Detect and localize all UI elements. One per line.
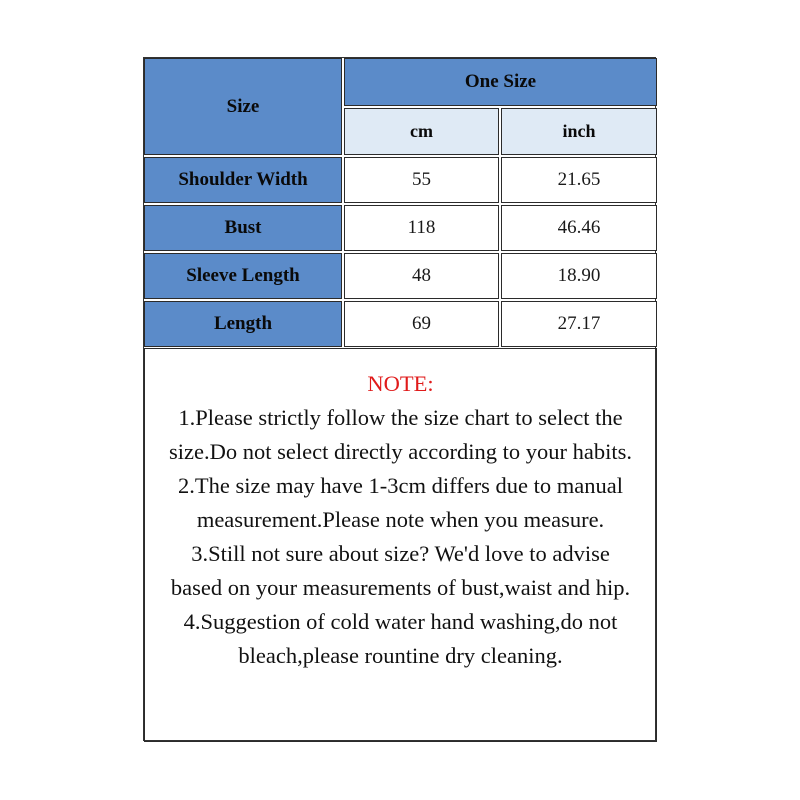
inch-value-cell bbox=[501, 205, 657, 251]
cm-value-cell bbox=[344, 301, 499, 347]
inch-value: 46.46 bbox=[557, 217, 601, 238]
size-chart bbox=[143, 57, 656, 741]
cm-value-cell bbox=[344, 205, 499, 251]
inch-value-cell bbox=[501, 157, 657, 203]
row-label: Sleeve Length bbox=[186, 265, 300, 286]
cm-unit-header-cell bbox=[344, 108, 499, 155]
inch-value-cell bbox=[501, 253, 657, 299]
cm-value: 69 bbox=[412, 313, 431, 334]
row-label: Length bbox=[213, 313, 273, 334]
size-header-cell bbox=[144, 58, 342, 155]
row-label-cell bbox=[144, 205, 342, 251]
note-box bbox=[144, 348, 657, 742]
note-title: NOTE: bbox=[367, 371, 434, 396]
note-item: 4.Suggestion of cold water hand washing,do not bleach,please rountine dry cleaning. bbox=[183, 609, 618, 668]
note-item: 1.Please strictly follow the size chart to select the size.Do not select directly according to your habits. bbox=[169, 405, 632, 464]
cm-value-cell bbox=[344, 253, 499, 299]
inch-unit-label: inch bbox=[562, 121, 596, 141]
size-header-label: Size bbox=[226, 95, 260, 117]
inch-value-cell bbox=[501, 301, 657, 347]
cm-value: 118 bbox=[407, 217, 436, 238]
note-item: 2.The size may have 1-3cm differs due to manual measurement.Please note when you measure. bbox=[177, 473, 624, 532]
row-label: Bust bbox=[224, 217, 262, 238]
row-label-cell bbox=[144, 157, 342, 203]
one-size-header-label: One Size bbox=[464, 71, 537, 92]
inch-value: 18.90 bbox=[557, 265, 601, 286]
note-item: 3.Still not sure about size? We'd love to advise based on your measurements of bust,waist and hip. bbox=[170, 541, 631, 600]
cm-value-cell bbox=[344, 157, 499, 203]
one-size-header-cell bbox=[344, 58, 657, 106]
cm-value: 55 bbox=[412, 169, 431, 190]
row-label-cell bbox=[144, 301, 342, 347]
inch-value: 21.65 bbox=[557, 169, 601, 190]
row-label: Shoulder Width bbox=[178, 169, 308, 190]
inch-unit-header-cell bbox=[501, 108, 657, 155]
row-label-cell bbox=[144, 253, 342, 299]
cm-unit-label: cm bbox=[410, 121, 433, 141]
inch-value: 27.17 bbox=[557, 313, 601, 334]
cm-value: 48 bbox=[412, 265, 431, 286]
